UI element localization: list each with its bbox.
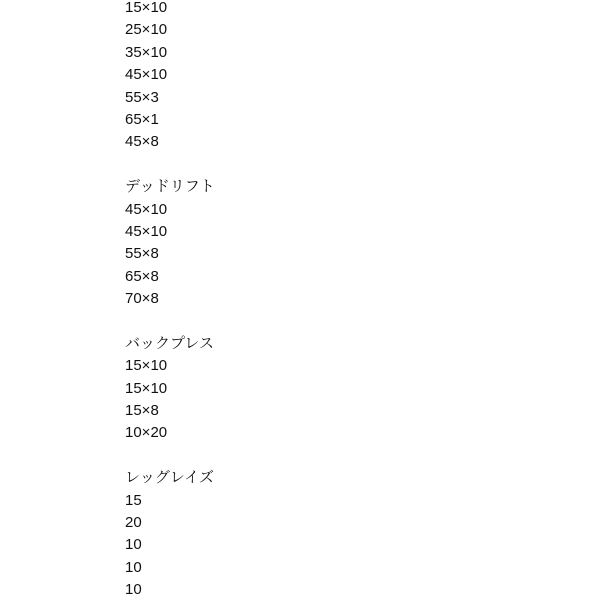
- set-line: 15×10: [125, 379, 168, 397]
- set-line: 10: [125, 558, 142, 576]
- set-line: 55×8: [125, 245, 159, 263]
- blank-line: [125, 154, 565, 176]
- set-line: 45×8: [125, 133, 159, 151]
- exercise-heading: レッグレイズ: [125, 469, 214, 487]
- set-line: 10×20: [125, 424, 168, 442]
- set-line: 15×10: [125, 357, 168, 375]
- blank-line: [125, 445, 565, 467]
- set-line: 15×8: [125, 402, 159, 420]
- set-line: 15: [125, 491, 142, 509]
- set-line: 45×10: [125, 200, 168, 218]
- set-line: 15×10: [125, 0, 168, 16]
- set-line: 25×10: [125, 21, 168, 39]
- set-line: 10: [125, 581, 142, 599]
- set-line: 55×3: [125, 88, 159, 106]
- set-line: 35×10: [125, 43, 168, 61]
- set-line: 45×10: [125, 66, 168, 84]
- exercise-heading: デッドリフト: [125, 178, 215, 196]
- note-body[interactable]: [125, 0, 565, 602]
- blank-line: [125, 310, 565, 332]
- set-line: 65×8: [125, 267, 159, 285]
- set-line: 70×8: [125, 290, 159, 308]
- set-line: 45×10: [125, 222, 168, 240]
- set-line: 65×1: [125, 110, 159, 128]
- set-line: 10: [125, 536, 142, 554]
- exercise-heading: バックプレス: [125, 334, 214, 352]
- set-line: 20: [125, 513, 142, 531]
